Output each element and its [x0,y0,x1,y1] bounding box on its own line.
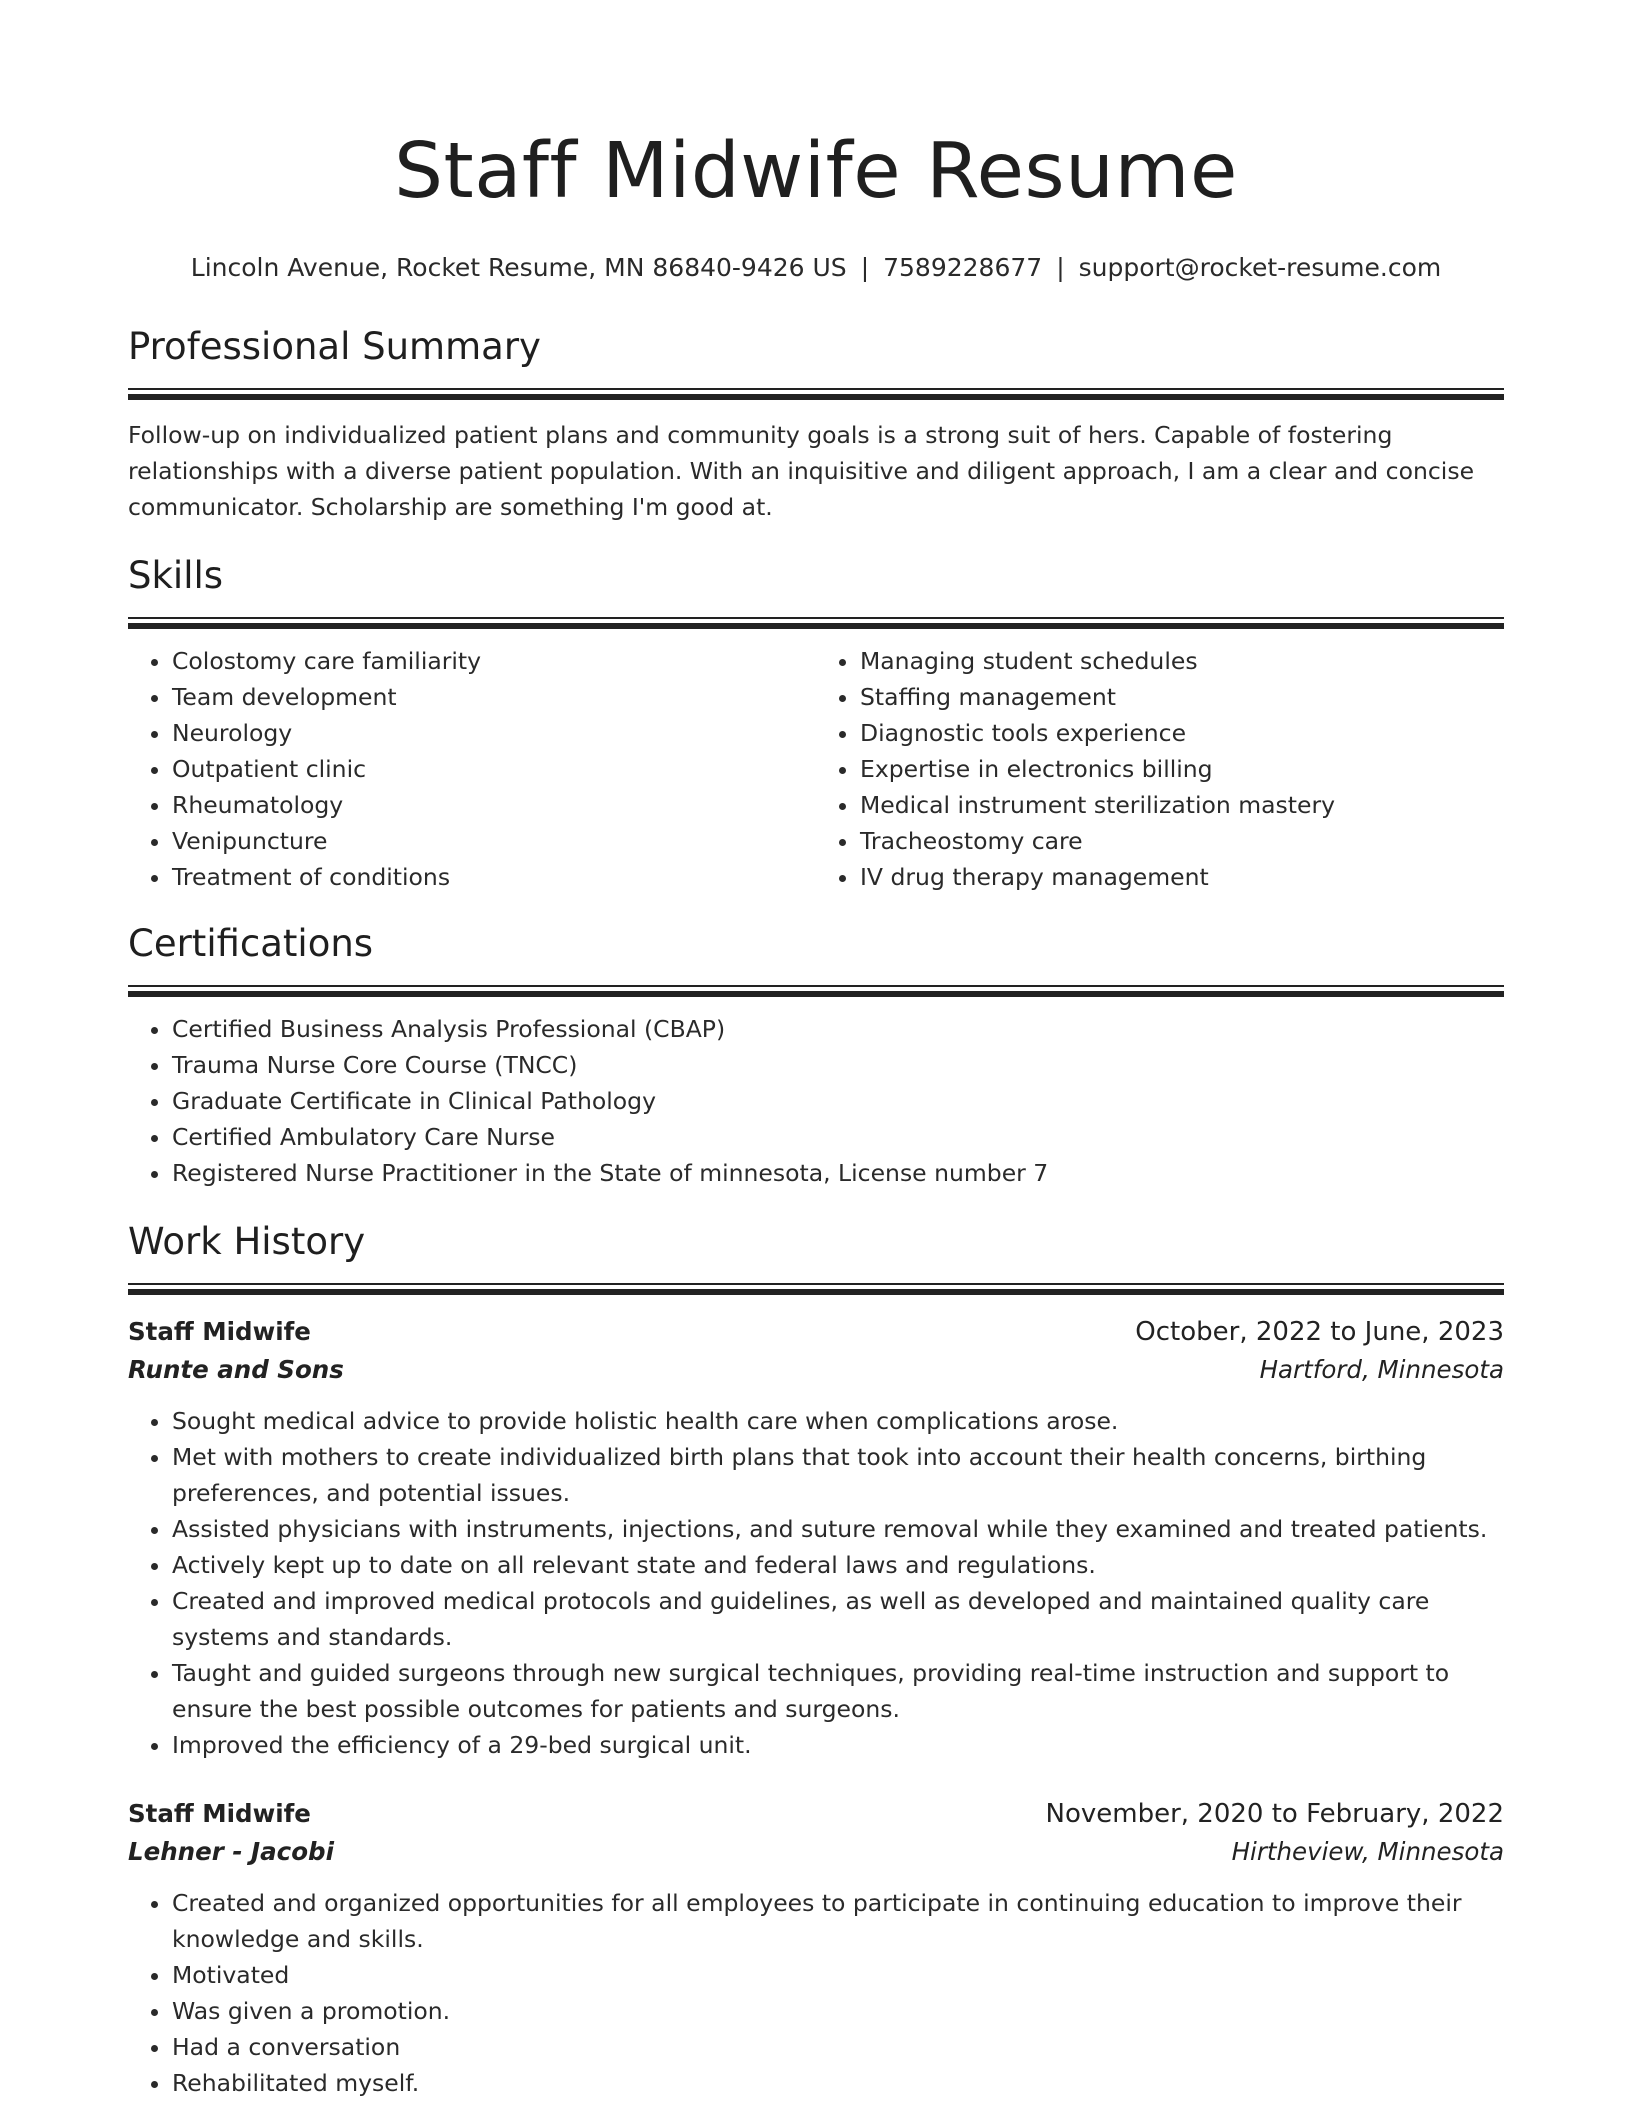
skills-section [128,551,1504,895]
work-history-section [128,1217,1504,2101]
certification-item: • Certified Business Analysis Professional (CBAP) [172,1011,1504,1047]
section-divider [128,985,1504,997]
job-bullet: • Taught and guided surgeons through new surgical techniques, providing real-time instruction and support to ensure the best possible outcomes for patients and surgeons. [172,1655,1504,1727]
skill-item: • Team development [172,679,816,715]
job-bullet: • Actively kept up to date on all relevant state and federal laws and regulations. [172,1547,1504,1583]
skill-item: • Staffing management [860,679,1504,715]
job-header [128,1313,1504,1351]
job-company: Runte and Sons [128,1355,344,1384]
skill-item: • Neurology [172,715,816,751]
section-divider [128,617,1504,629]
job-company: Lehner - Jacobi [128,1837,334,1866]
skills-columns [128,643,1504,895]
skill-item: • Treatment of conditions [172,859,816,895]
job-bullet: • Had a conversation [172,2029,1504,2065]
phone: 7589228677 [883,253,1043,282]
section-divider [128,1283,1504,1295]
skill-item: • IV drug therapy management [860,859,1504,895]
job-bullet: • Sought medical advice to provide holistic health care when complications arose. [172,1403,1504,1439]
skills-list-left [128,643,816,895]
address: Lincoln Avenue, Rocket Resume, MN 86840-9426 US [190,253,847,282]
contact-line [128,250,1504,286]
job-dates: November, 2020 to February, 2022 [1045,1799,1504,1829]
resume-page [128,0,1504,2101]
skill-item: • Tracheostomy care [860,823,1504,859]
skills-list-right [816,643,1504,895]
section-title-skills: Skills [128,554,224,597]
job-bullet: • Rehabilitated myself. [172,2065,1504,2101]
job-entry [128,1313,1504,1763]
page-title: Staff Midwife Resume [394,127,1238,216]
summary-section [128,322,1504,525]
email-link[interactable]: support@rocket-resume.com [1078,253,1442,282]
section-title-certifications: Certifications [128,922,374,965]
skill-item: • Outpatient clinic [172,751,816,787]
certification-item: • Certified Ambulatory Care Nurse [172,1119,1504,1155]
summary-text: Follow-up on individualized patient plans and community goals is a strong suit of hers. Capable of fostering relationships with a diverse patient population. With an inquisitive and diligent approach, I am a clear and concise communicator. Scholarship are something I'm good at. [128,421,1475,521]
section-title-summary: Professional Summary [128,325,541,368]
job-entry [128,1795,1504,2101]
skill-item: • Venipuncture [172,823,816,859]
job-bullet: • Assisted physicians with instruments, injections, and suture removal while they examined and treated patients. [172,1511,1504,1547]
job-bullets [128,1885,1504,2101]
skill-item: • Rheumatology [172,787,816,823]
job-bullets [128,1403,1504,1763]
job-subheader [128,1833,1504,1871]
job-subheader [128,1351,1504,1389]
certification-item: • Registered Nurse Practitioner in the State of minnesota, License number 7 [172,1155,1504,1191]
certification-item: • Graduate Certificate in Clinical Pathology [172,1083,1504,1119]
certification-item: • Trauma Nurse Core Course (TNCC) [172,1047,1504,1083]
job-bullet: • Created and organized opportunities for all employees to participate in continuing education to improve their knowledge and skills. [172,1885,1504,1957]
job-bullet: • Was given a promotion. [172,1993,1504,2029]
certifications-list [128,1011,1504,1191]
job-bullet: • Improved the efficiency of a 29-bed surgical unit. [172,1727,1504,1763]
job-title: Staff Midwife [128,1317,311,1346]
job-dates: October, 2022 to June, 2023 [1135,1317,1504,1347]
skill-item: • Medical instrument sterilization mastery [860,787,1504,823]
skill-item: • Colostomy care familiarity [172,643,816,679]
certifications-section [128,919,1504,1191]
section-title-work-history: Work History [128,1220,366,1263]
section-divider [128,388,1504,400]
job-location: Hirtheview, Minnesota [1231,1837,1504,1866]
skill-item: • Managing student schedules [860,643,1504,679]
job-location: Hartford, Minnesota [1259,1355,1504,1384]
job-bullet: • Created and improved medical protocols and guidelines, as well as developed and maintained quality care systems and standards. [172,1583,1504,1655]
job-bullet: • Met with mothers to create individualized birth plans that took into account their health concerns, birthing preferences, and potential issues. [172,1439,1504,1511]
contact-separator: | [860,253,870,282]
job-header [128,1795,1504,1833]
job-bullet: • Motivated [172,1957,1504,1993]
job-title: Staff Midwife [128,1799,311,1828]
contact-separator: | [1056,253,1065,282]
skill-item: • Expertise in electronics billing [860,751,1504,787]
skill-item: • Diagnostic tools experience [860,715,1504,751]
